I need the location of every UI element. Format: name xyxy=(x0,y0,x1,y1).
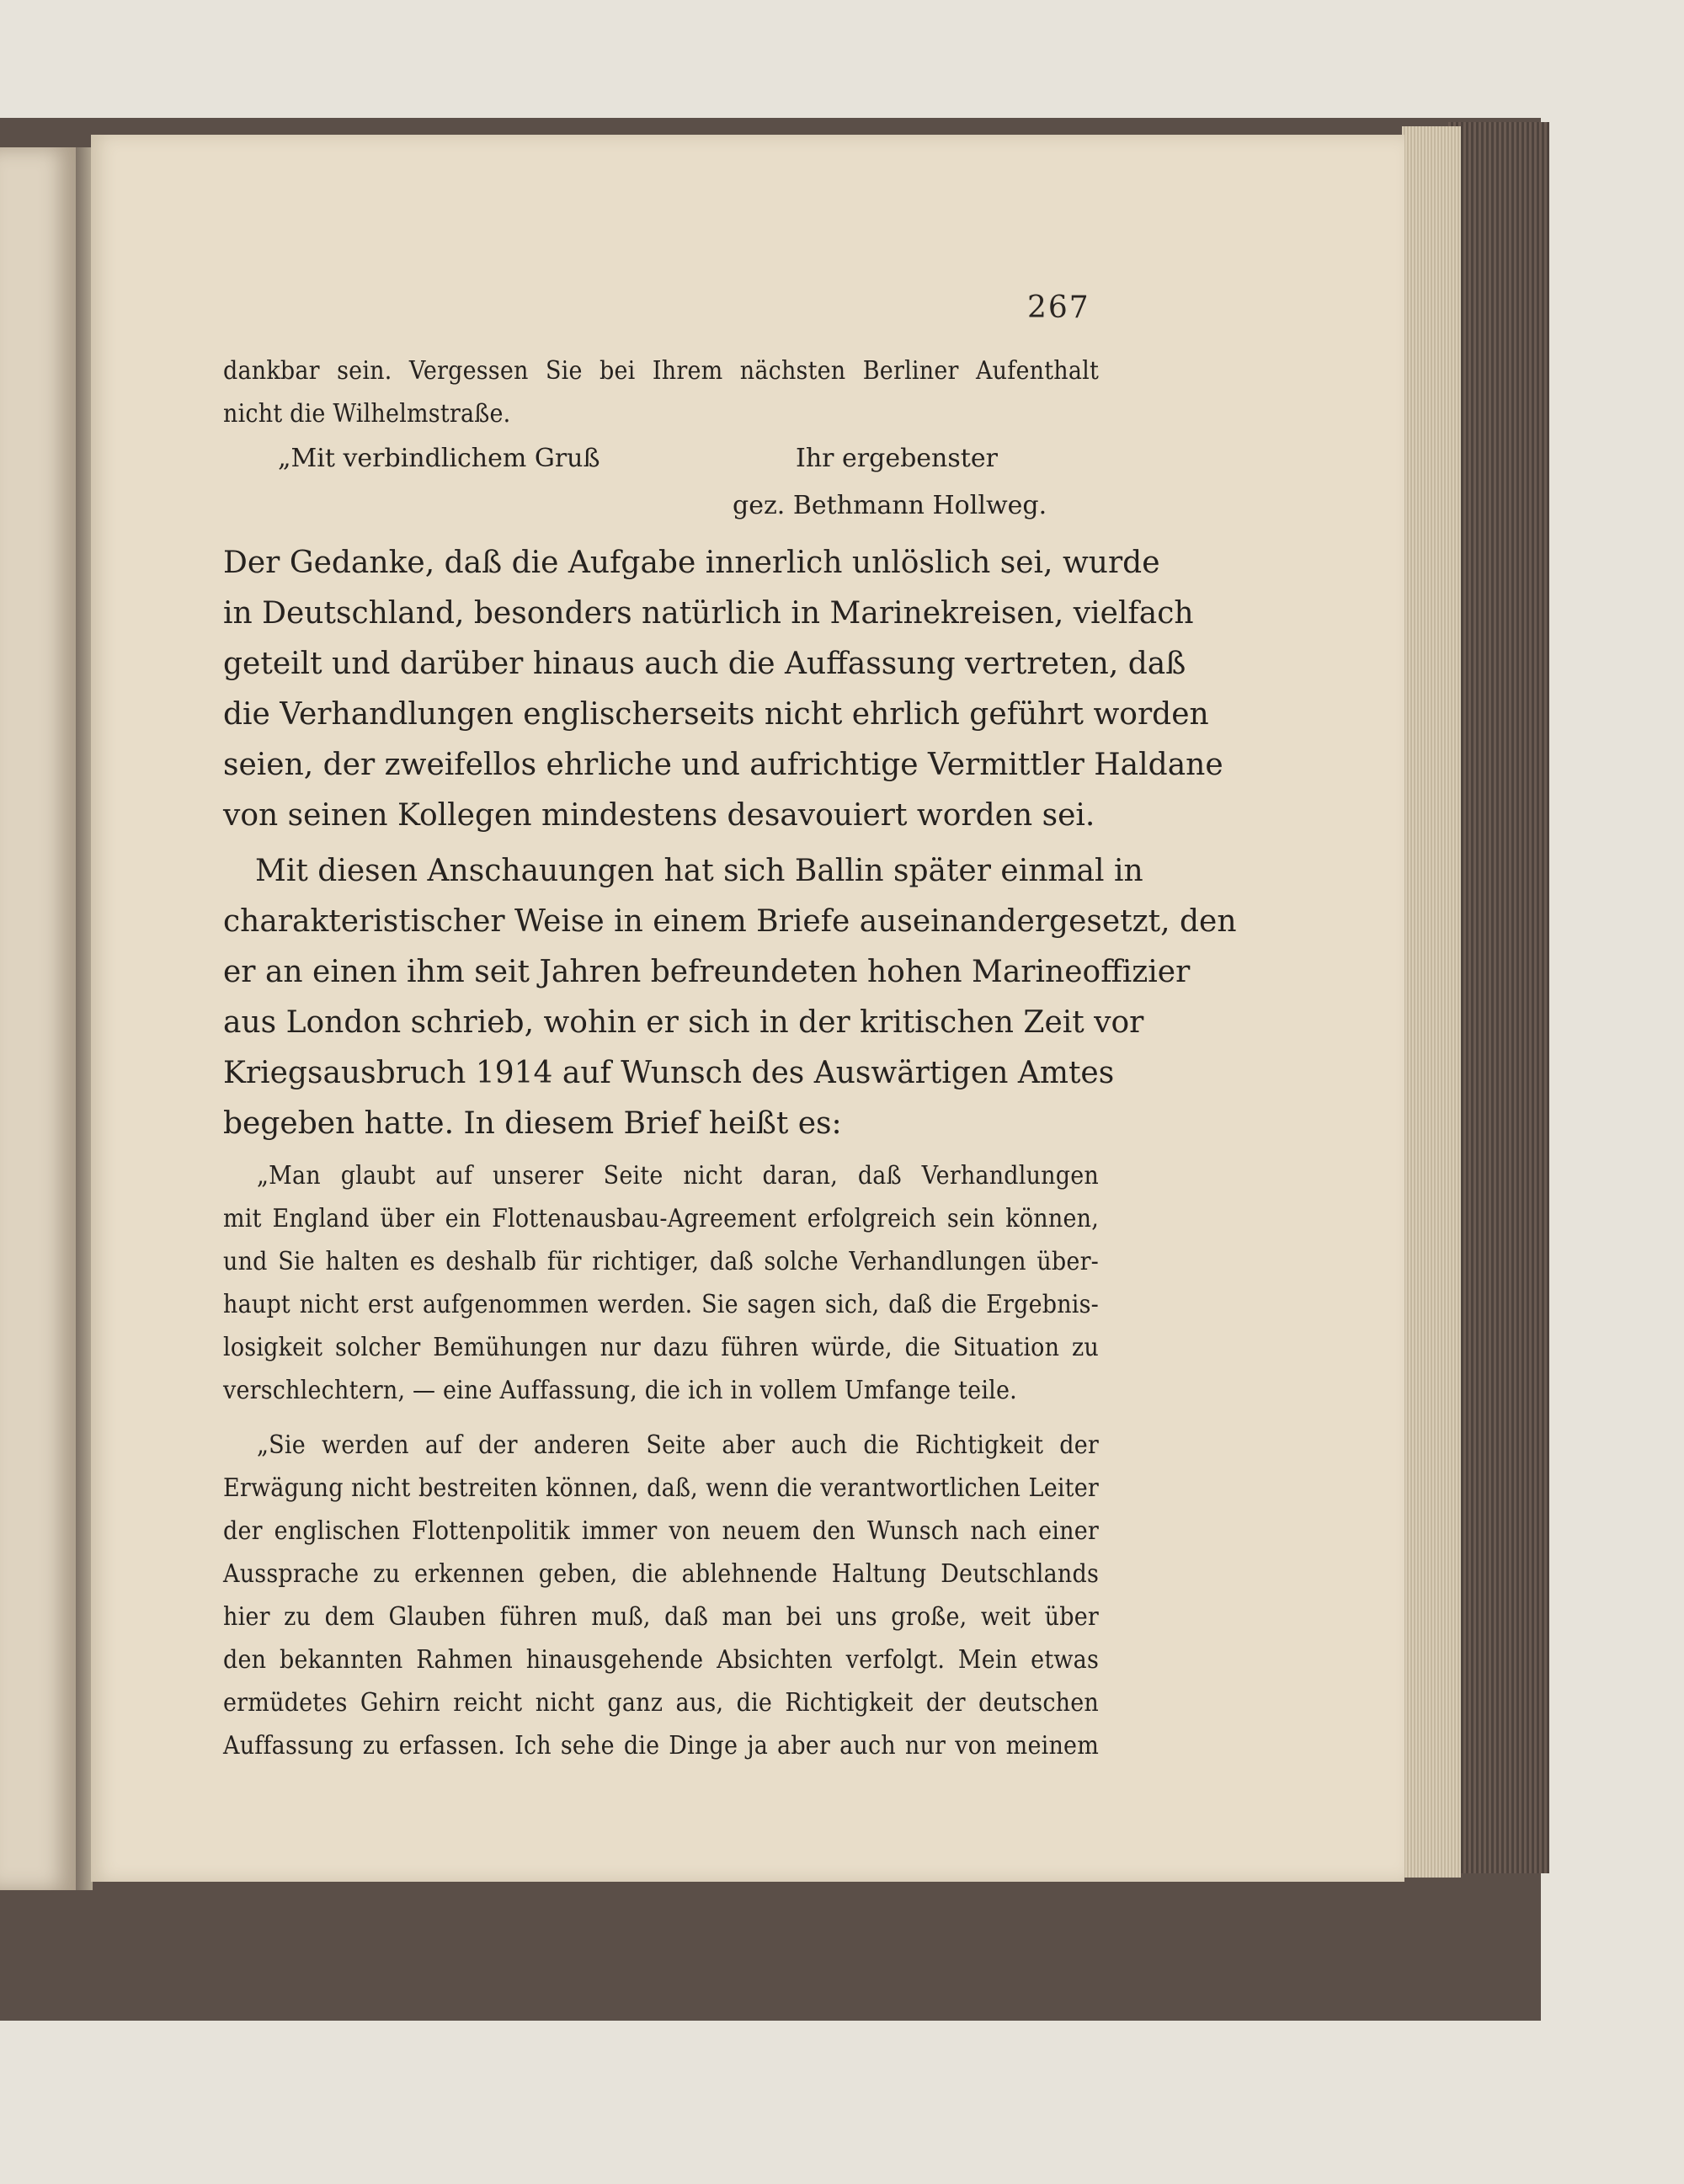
letter-line: nicht die Wilhelmstraße. xyxy=(223,399,511,429)
page-number: 267 xyxy=(1027,290,1090,325)
signature-closing: Ihr ergebenster xyxy=(796,444,998,473)
paragraph-line: von seinen Kollegen mindestens desavouiert worden sei. xyxy=(223,798,1095,833)
quote-line: Aussprache zu erkennen geben, die ablehnende Haltung Deutschlands xyxy=(223,1559,1099,1589)
book-gutter xyxy=(76,147,93,1890)
page-edges xyxy=(1402,126,1461,1878)
letter-line: dankbar sein. Vergessen Sie bei Ihrem nächsten Berliner Aufenthalt xyxy=(223,356,1099,386)
book-cover-edge xyxy=(1448,122,1549,1873)
paragraph-line: aus London schrieb, wohin er sich in der kritischen Zeit vor xyxy=(223,1005,1144,1040)
quote-line: verschlechtern, — eine Auffassung, die ich in vollem Umfange teile. xyxy=(223,1376,1017,1405)
paragraph-line: begeben hatte. In diesem Brief heißt es: xyxy=(223,1106,842,1141)
paragraph-line: geteilt und darüber hinaus auch die Auffassung vertreten, daß xyxy=(223,647,1186,681)
paragraph-line: er an einen ihm seit Jahren befreundeten hohen Marineoffizier xyxy=(223,955,1191,989)
paragraph-line: Kriegsausbruch 1914 auf Wunsch des Auswärtigen Amtes xyxy=(223,1056,1115,1090)
quote-line: „Sie werden auf der anderen Seite aber auch die Richtigkeit der xyxy=(257,1430,1099,1460)
paragraph-line: die Verhandlungen englischerseits nicht ehrlich geführt worden xyxy=(223,697,1209,732)
signature-row xyxy=(223,435,1099,482)
quote-line: losigkeit solcher Bemühungen nur dazu führen würde, die Situation zu xyxy=(223,1333,1099,1362)
quote-line: mit England über ein Flottenausbau-Agreement erfolgreich sein können, xyxy=(223,1204,1099,1233)
quote-line: Erwägung nicht bestreiten können, daß, wenn die verantwortlichen Leiter xyxy=(223,1473,1099,1503)
quote-line: und Sie halten es deshalb für richtiger, daß solche Verhandlungen über- xyxy=(223,1247,1099,1276)
quote-line: „Man glaubt auf unserer Seite nicht daran, daß Verhandlungen xyxy=(257,1161,1099,1191)
quote-line: ermüdetes Gehirn reicht nicht ganz aus, die Richtigkeit der deutschen xyxy=(223,1688,1099,1718)
quote-line: den bekannten Rahmen hinausgehende Absichten verfolgt. Mein etwas xyxy=(223,1645,1099,1675)
quote-line: hier zu dem Glauben führen muß, daß man bei uns große, weit über xyxy=(223,1602,1099,1632)
left-page xyxy=(0,147,76,1890)
paragraph-line: Mit diesen Anschauungen hat sich Ballin später einmal in xyxy=(255,854,1143,888)
page-text xyxy=(223,349,1237,1767)
signature-name: gez. Bethmann Hollweg. xyxy=(733,491,1047,520)
signature-greeting: „Mit verbindlichem Gruß xyxy=(278,444,600,473)
quote-line: der englischen Flottenpolitik immer von neuem den Wunsch nach einer xyxy=(223,1516,1099,1546)
quote-line: haupt nicht erst aufgenommen werden. Sie sagen sich, daß die Ergebnis- xyxy=(223,1290,1099,1319)
paragraph-line: Der Gedanke, daß die Aufgabe innerlich unlöslich sei, wurde xyxy=(223,546,1160,580)
paragraph-line: charakteristischer Weise in einem Briefe auseinandergesetzt, den xyxy=(223,904,1237,939)
paragraph-line: seien, der zweifellos ehrliche und aufrichtige Vermittler Haldane xyxy=(223,748,1223,782)
paragraph-line: in Deutschland, besonders natürlich in Marinekreisen, vielfach xyxy=(223,596,1194,631)
quote-line: Auffassung zu erfassen. Ich sehe die Dinge ja aber auch nur von meinem xyxy=(223,1731,1099,1761)
